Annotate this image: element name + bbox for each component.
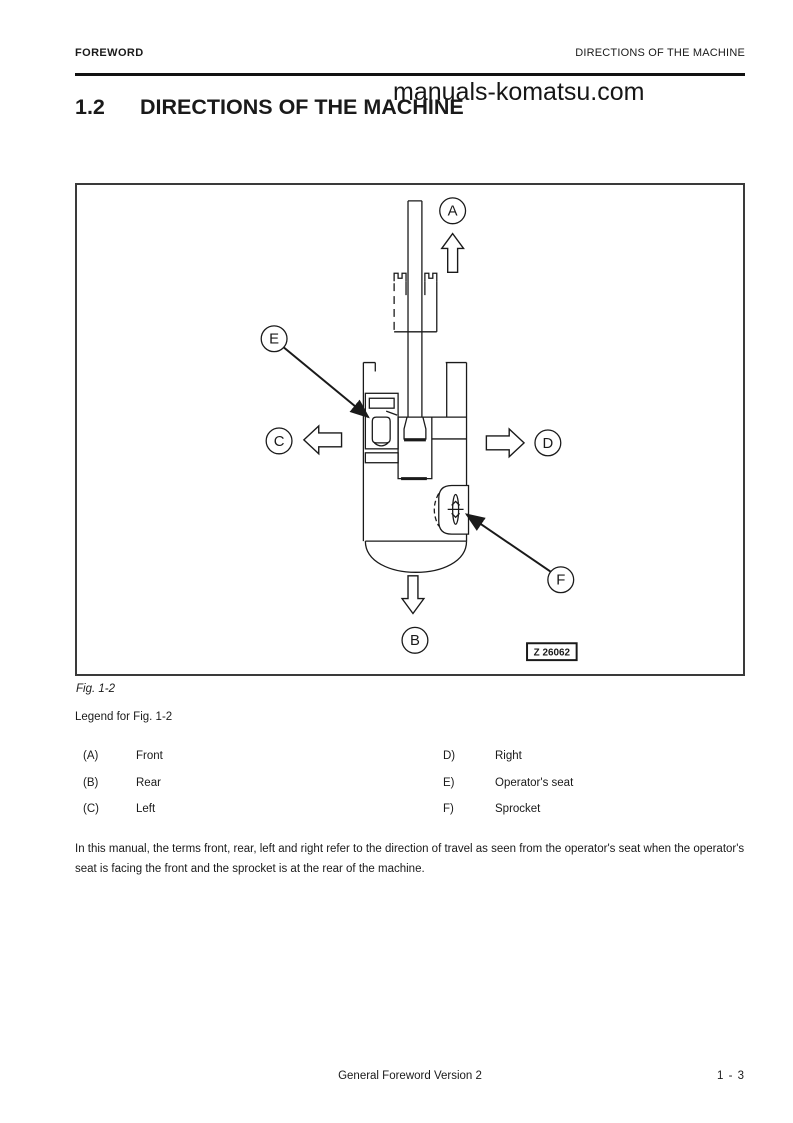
rear-direction-arrow [402,576,424,614]
legend-label: Right [495,750,522,762]
legend-label: Operator's seat [495,776,574,789]
legend-key: E) [443,776,455,789]
left-direction-arrow [304,426,342,454]
section-number: 1.2 [75,95,105,119]
front-direction-arrow [442,234,464,273]
operator-seat-shape [372,417,390,443]
marker-letter-f: F [556,572,566,589]
legend-label: Front [136,750,163,762]
legend-title: Legend for Fig. 1-2 [75,711,173,723]
legend-table [75,750,745,830]
drawing-ref-code: Z 26062 [533,647,571,659]
footer-doc-title: General Foreword Version 2 [338,1070,482,1082]
header-rule [75,73,745,76]
seat-leader-arrow [284,348,368,417]
section-title: DIRECTIONS OF THE MACHINE [140,95,464,119]
marker-letter-d: D [542,435,554,452]
marker-letter-b: B [409,633,420,650]
figure-1-2 [75,183,745,676]
legend-key: (B) [83,776,99,789]
running-header-right: DIRECTIONS OF THE MACHINE [575,47,745,59]
legend-key: D) [443,750,456,762]
legend-key: (C) [83,803,99,815]
marker-letter-a: A [447,203,458,220]
site-watermark: manuals-komatsu.com [393,78,645,106]
marker-letter-c: C [273,433,285,450]
legend-key: F) [443,803,454,815]
body-paragraph: In this manual, the terms front, rear, left and right refer to the direction of travel as seen from the operator's seat when the operator's seat is facing the front and the sprocket is at the rear of the machine. [75,843,745,875]
footer-page-number: 1 - 3 [716,1070,745,1082]
figure-caption: Fig. 1-2 [76,683,115,695]
right-direction-arrow [486,429,524,457]
sprocket-leader-arrow [467,514,551,572]
running-header-left: FOREWORD [75,47,144,59]
legend-label: Sprocket [495,803,541,815]
legend-key: (A) [83,750,99,762]
legend-label: Rear [136,776,161,789]
machine-direction-diagram [77,185,743,674]
legend-label: Left [136,803,156,815]
marker-letter-e: E [269,331,280,348]
